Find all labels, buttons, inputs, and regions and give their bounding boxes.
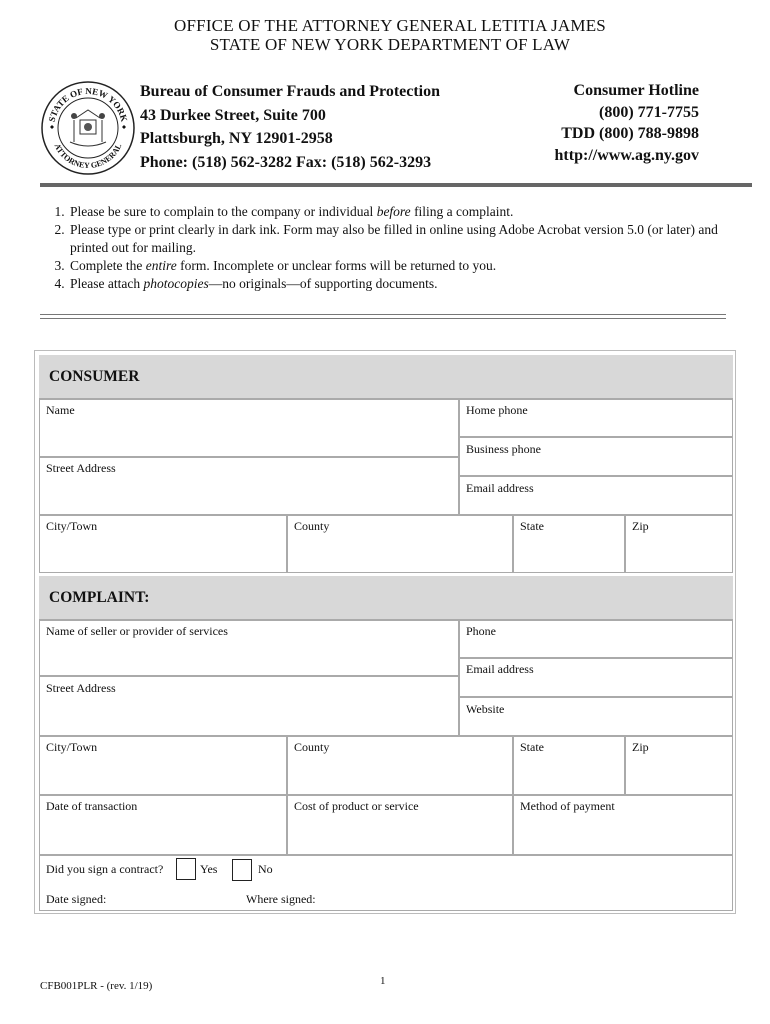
title-line-2: STATE OF NEW YORK DEPARTMENT OF LAW (209, 35, 571, 54)
consumer-state-label: State (520, 519, 544, 533)
seller-county-field[interactable] (287, 736, 513, 795)
consumer-state-field[interactable] (513, 515, 625, 573)
seller-state-field[interactable] (513, 736, 625, 795)
instruction-4: 4. Please attach photocopies—no originals—of supporting documents. (68, 275, 734, 293)
payment-method-label: Method of payment (520, 799, 615, 813)
where-signed-label: Where signed: (246, 892, 316, 906)
seller-phone-label: Phone (466, 624, 496, 638)
transaction-date-field[interactable] (39, 795, 287, 855)
business-phone-label: Business phone (466, 442, 541, 456)
contract-no-checkbox[interactable] (232, 859, 252, 881)
consumer-email-field[interactable] (459, 476, 733, 515)
seller-email-label: Email address (466, 662, 534, 676)
seller-website-field[interactable] (459, 697, 733, 736)
seller-city-label: City/Town (46, 740, 98, 754)
header-divider (40, 183, 752, 187)
hotline-block (555, 80, 699, 166)
transaction-date-label: Date of transaction (46, 799, 138, 813)
form-id: CFB001PLR - (rev. 1/19) (40, 980, 153, 992)
contract-question: Did you sign a contract? (46, 862, 164, 876)
seller-county-label: County (294, 740, 330, 754)
seal-text-bottom: ATTORNEY GENERAL (52, 142, 124, 171)
consumer-county-label: County (294, 519, 330, 533)
instructions-divider (40, 314, 726, 319)
seller-website-label: Website (466, 702, 505, 716)
cost-field[interactable] (287, 795, 513, 855)
website-link[interactable]: http://www.ag.ny.gov (554, 146, 699, 164)
title-line-1: OFFICE OF THE ATTORNEY GENERAL LETITIA JAMES (174, 16, 606, 35)
consumer-home-phone-field[interactable] (459, 399, 733, 437)
contract-yes-checkbox[interactable] (176, 858, 196, 880)
cost-label: Cost of product or service (294, 799, 419, 813)
contract-row (39, 855, 733, 911)
payment-method-field[interactable] (513, 795, 733, 855)
seller-name-label: Name of seller or provider of services (46, 624, 228, 638)
seller-email-field[interactable] (459, 658, 733, 697)
page-number: 1 (380, 975, 386, 987)
consumer-city-field[interactable] (39, 515, 287, 573)
hotline-number: (800) 771-7755 (599, 103, 699, 121)
bureau-street: 43 Durkee Street, Suite 700 (140, 106, 326, 124)
consumer-heading: CONSUMER (39, 355, 733, 399)
consumer-email-label: Email address (466, 481, 534, 495)
complaint-heading: COMPLAINT: (39, 576, 733, 620)
home-phone-label: Home phone (466, 403, 528, 417)
seller-phone-field[interactable] (459, 620, 733, 658)
seller-zip-field[interactable] (625, 736, 733, 795)
consumer-business-phone-field[interactable] (459, 437, 733, 476)
seller-name-field[interactable] (39, 620, 459, 676)
consumer-zip-label: Zip (632, 519, 649, 533)
instructions (44, 203, 734, 293)
complaint-form (34, 350, 736, 914)
seller-state-label: State (520, 740, 544, 754)
consumer-street-label: Street Address (46, 461, 116, 475)
seller-zip-label: Zip (632, 740, 649, 754)
tdd-number: TDD (800) 788-9898 (561, 125, 699, 142)
seller-city-field[interactable] (39, 736, 287, 795)
bureau-city: Plattsburgh, NY 12901-2958 (140, 130, 333, 147)
instruction-1: 1. Please be sure to complain to the company or individual before filing a complaint. (68, 203, 734, 221)
hotline-label: Consumer Hotline (573, 82, 699, 99)
contract-yes-label: Yes (200, 862, 218, 876)
state-seal (40, 80, 136, 176)
instruction-2: 2. Please type or print clearly in dark ink. Form may also be filled in online using Adobe Acrobat version 5.0 (or later) and printed out for mailing. (68, 221, 734, 257)
consumer-name-label: Name (46, 403, 75, 417)
bureau-name: Bureau of Consumer Frauds and Protection (140, 83, 441, 100)
instruction-3: 3. Complete the entire form. Incomplete or unclear forms will be returned to you. (68, 257, 734, 275)
seller-street-label: Street Address (46, 681, 116, 695)
consumer-zip-field[interactable] (625, 515, 733, 573)
consumer-name-field[interactable] (39, 399, 459, 457)
consumer-city-label: City/Town (46, 519, 98, 533)
bureau-phone-fax: Phone: (518) 562-3282 Fax: (518) 562-3293 (140, 153, 432, 171)
date-signed-label: Date signed: (46, 892, 107, 906)
seal-text-top: STATE OF NEW YORK (46, 85, 130, 123)
consumer-street-field[interactable] (39, 457, 459, 515)
consumer-county-field[interactable] (287, 515, 513, 573)
bureau-address (140, 80, 440, 174)
contract-no-label: No (258, 862, 273, 876)
seller-street-field[interactable] (39, 676, 459, 736)
